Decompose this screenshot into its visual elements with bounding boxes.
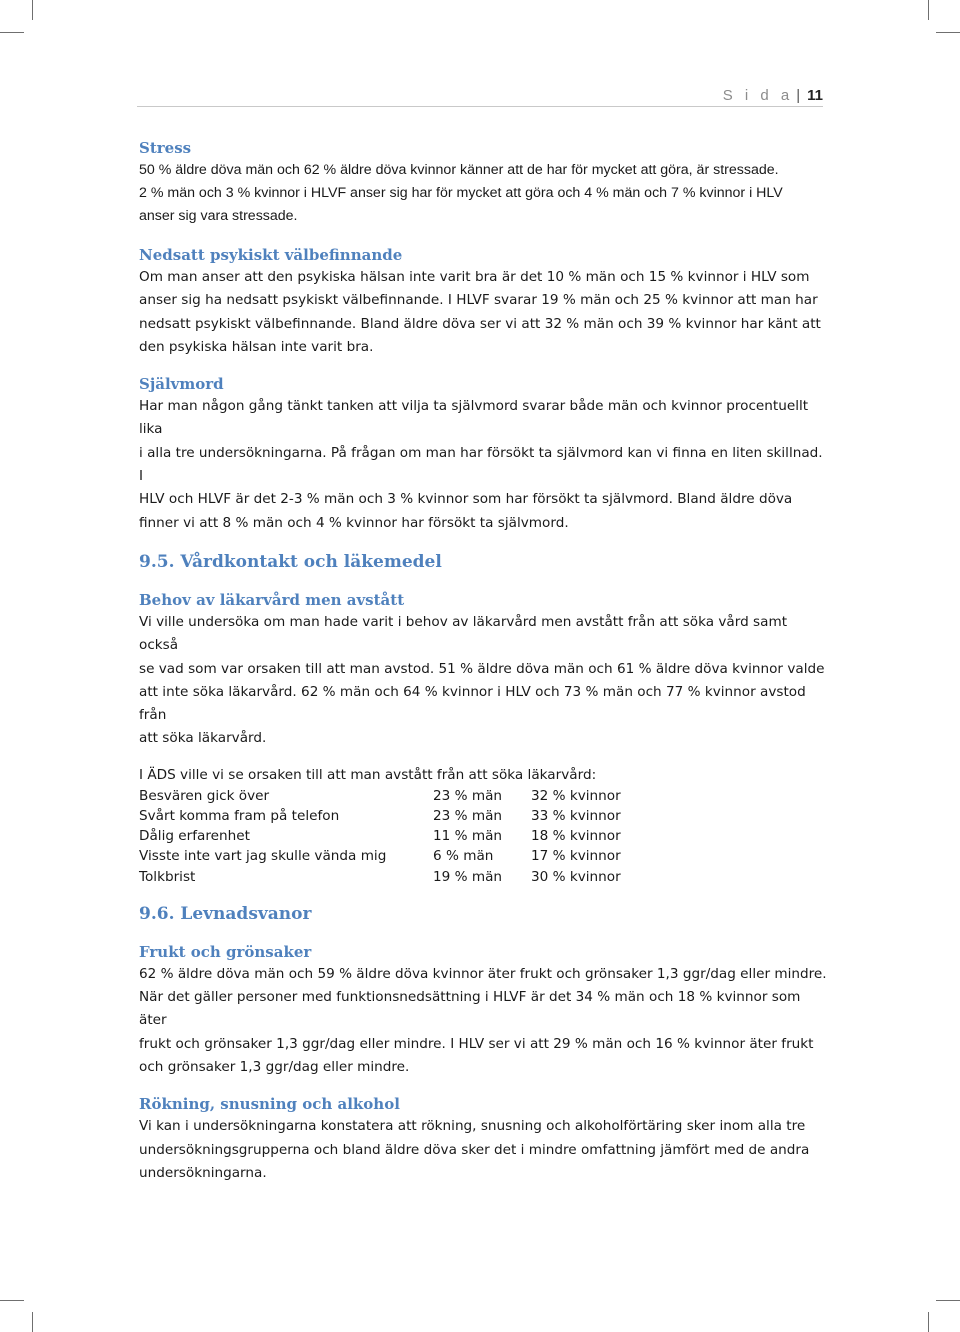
page-content (139, 138, 829, 1185)
women-cell: 30 % kvinnor (531, 868, 621, 885)
reason-cell: Svårt komma fram på telefon (139, 807, 340, 824)
women-cell: 33 % kvinnor (531, 807, 621, 824)
reason-cell: Besvären gick över (139, 787, 270, 804)
men-cell: 23 % män (433, 787, 503, 804)
paragraph-nedsatt (139, 266, 829, 359)
text-line: att inte söka läkarvård. 62 % män och 64 % kvinnor i HLV och 73 % män och 77 % kvinnor avstod från (139, 683, 806, 724)
heading-sjalvmord: Självmord (139, 375, 224, 394)
reasons-table (139, 786, 651, 887)
crop-mark (936, 32, 960, 33)
men-cell: 6 % män (433, 848, 494, 865)
paragraph-stress (139, 159, 829, 228)
crop-mark (928, 1312, 929, 1332)
text-line: 2 % män och 3 % kvinnor i HLVF anser sig har för mycket att göra och 4 % män och 7 % kvinnor i HLV (139, 185, 783, 201)
text-line: Vi ville undersöka om man hade varit i behov av läkarvård men avstått från att söka vård samt också (139, 613, 788, 654)
table-row (139, 846, 651, 866)
table-row (139, 806, 651, 826)
text-line: undersökningarna. (139, 1164, 267, 1181)
heading-rokning-snusning-alkohol: Rökning, snusning och alkohol (139, 1095, 400, 1114)
crop-mark (0, 32, 24, 33)
text-line: Vi kan i undersökningarna konstatera att rökning, snusning och alkoholförtäring sker inom alla tre (139, 1118, 806, 1135)
page-header (137, 86, 823, 107)
heading-frukt-och-gronsaker: Frukt och grönsaker (139, 942, 312, 961)
text-line: När det gäller personer med funktionsnedsättning i HLVF är det 34 % män och 18 % kvinnor som äter (139, 989, 801, 1029)
text-line: den psykiska hälsan inte varit bra. (139, 338, 374, 355)
paragraph-rokning (139, 1115, 829, 1185)
text-line: frukt och grönsaker 1,3 ggr/dag eller mindre. I HLV ser vi att 29 % män och 16 % kvinnor äter frukt (139, 1035, 814, 1052)
heading-stress: Stress (139, 139, 192, 157)
text-line: anser sig vara stressade. (139, 208, 298, 224)
text-line: HLV och HLVF är det 2-3 % män och 3 % kvinnor som har försökt ta självmord. Bland äldre döva (139, 491, 793, 508)
crop-mark (936, 1300, 960, 1301)
table-row (139, 786, 651, 806)
crop-mark (928, 0, 929, 20)
reason-cell: Tolkbrist (139, 868, 196, 885)
page-label: S i d a (722, 87, 794, 104)
heading-vardkontakt-och-lakemedel: 9.5. Vårdkontakt och läkemedel (139, 551, 442, 572)
reason-cell: Dålig erfarenhet (139, 828, 250, 845)
reasons-intro: I ÄDS ville vi se orsaken till att man avstått från att söka läkarvård: (139, 766, 597, 783)
page-number: 11 (807, 87, 823, 104)
text-line: finner vi att 8 % män och 4 % kvinnor har försökt ta självmord. (139, 514, 569, 531)
paragraph-sjalvmord (139, 395, 829, 535)
text-line: Har man någon gång tänkt tanken att vilja ta självmord svarar både män och kvinnor procentuellt lika (139, 398, 809, 438)
men-cell: 23 % män (433, 807, 503, 824)
text-line: 62 % äldre döva män och 59 % äldre döva kvinnor äter frukt och grönsaker 1,3 ggr/dag eller mindre. (139, 965, 827, 982)
paragraph-frukt (139, 963, 829, 1079)
crop-mark (32, 0, 33, 20)
text-line: nedsatt psykiskt välbefinnande. Bland äldre döva ser vi att 32 % män och 39 % kvinnor har känt att (139, 315, 821, 332)
text-line: 50 % äldre döva män och 62 % äldre döva kvinnor känner att de har för mycket att göra, är stressade. (139, 162, 779, 178)
men-cell: 11 % män (433, 828, 503, 845)
crop-mark (0, 1300, 24, 1301)
women-cell: 32 % kvinnor (531, 787, 621, 804)
paragraph-behov (139, 611, 829, 751)
heading-levnadsvanor: 9.6. Levnadsvanor (139, 903, 312, 924)
text-line: se vad som var orsaken till att man avstod. 51 % äldre döva män och 61 % äldre döva kvinnor valde (139, 660, 825, 677)
heading-behov-av-lakarvard: Behov av läkarvård men avstått (139, 590, 405, 609)
header-separator: | (796, 87, 801, 104)
heading-nedsatt-psykiskt-valbefinnande: Nedsatt psykiskt välbefinnande (139, 246, 403, 264)
reason-cell: Visste inte vart jag skulle vända mig (139, 848, 387, 865)
men-cell: 19 % män (433, 868, 503, 885)
text-line: i alla tre undersökningarna. På frågan om man har försökt ta självmord kan vi finna en liten skillnad. I (139, 444, 823, 485)
text-line: undersökningsgrupperna och bland äldre döva sker det i mindre omfattning jämfört med de andra (139, 1141, 810, 1158)
women-cell: 18 % kvinnor (531, 828, 621, 845)
table-row (139, 867, 651, 887)
crop-mark (32, 1312, 33, 1332)
text-line: Om man anser att den psykiska hälsan inte varit bra är det 10 % män och 15 % kvinnor i HLV som (139, 269, 810, 285)
text-line: anser sig ha nedsatt psykiskt välbefinnande. I HLVF svarar 19 % män och 25 % kvinnor att man har (139, 292, 818, 309)
women-cell: 17 % kvinnor (531, 848, 621, 865)
text-line: och grönsaker 1,3 ggr/dag eller mindre. (139, 1058, 410, 1075)
table-row (139, 826, 651, 846)
text-line: att söka läkarvård. (139, 730, 267, 747)
